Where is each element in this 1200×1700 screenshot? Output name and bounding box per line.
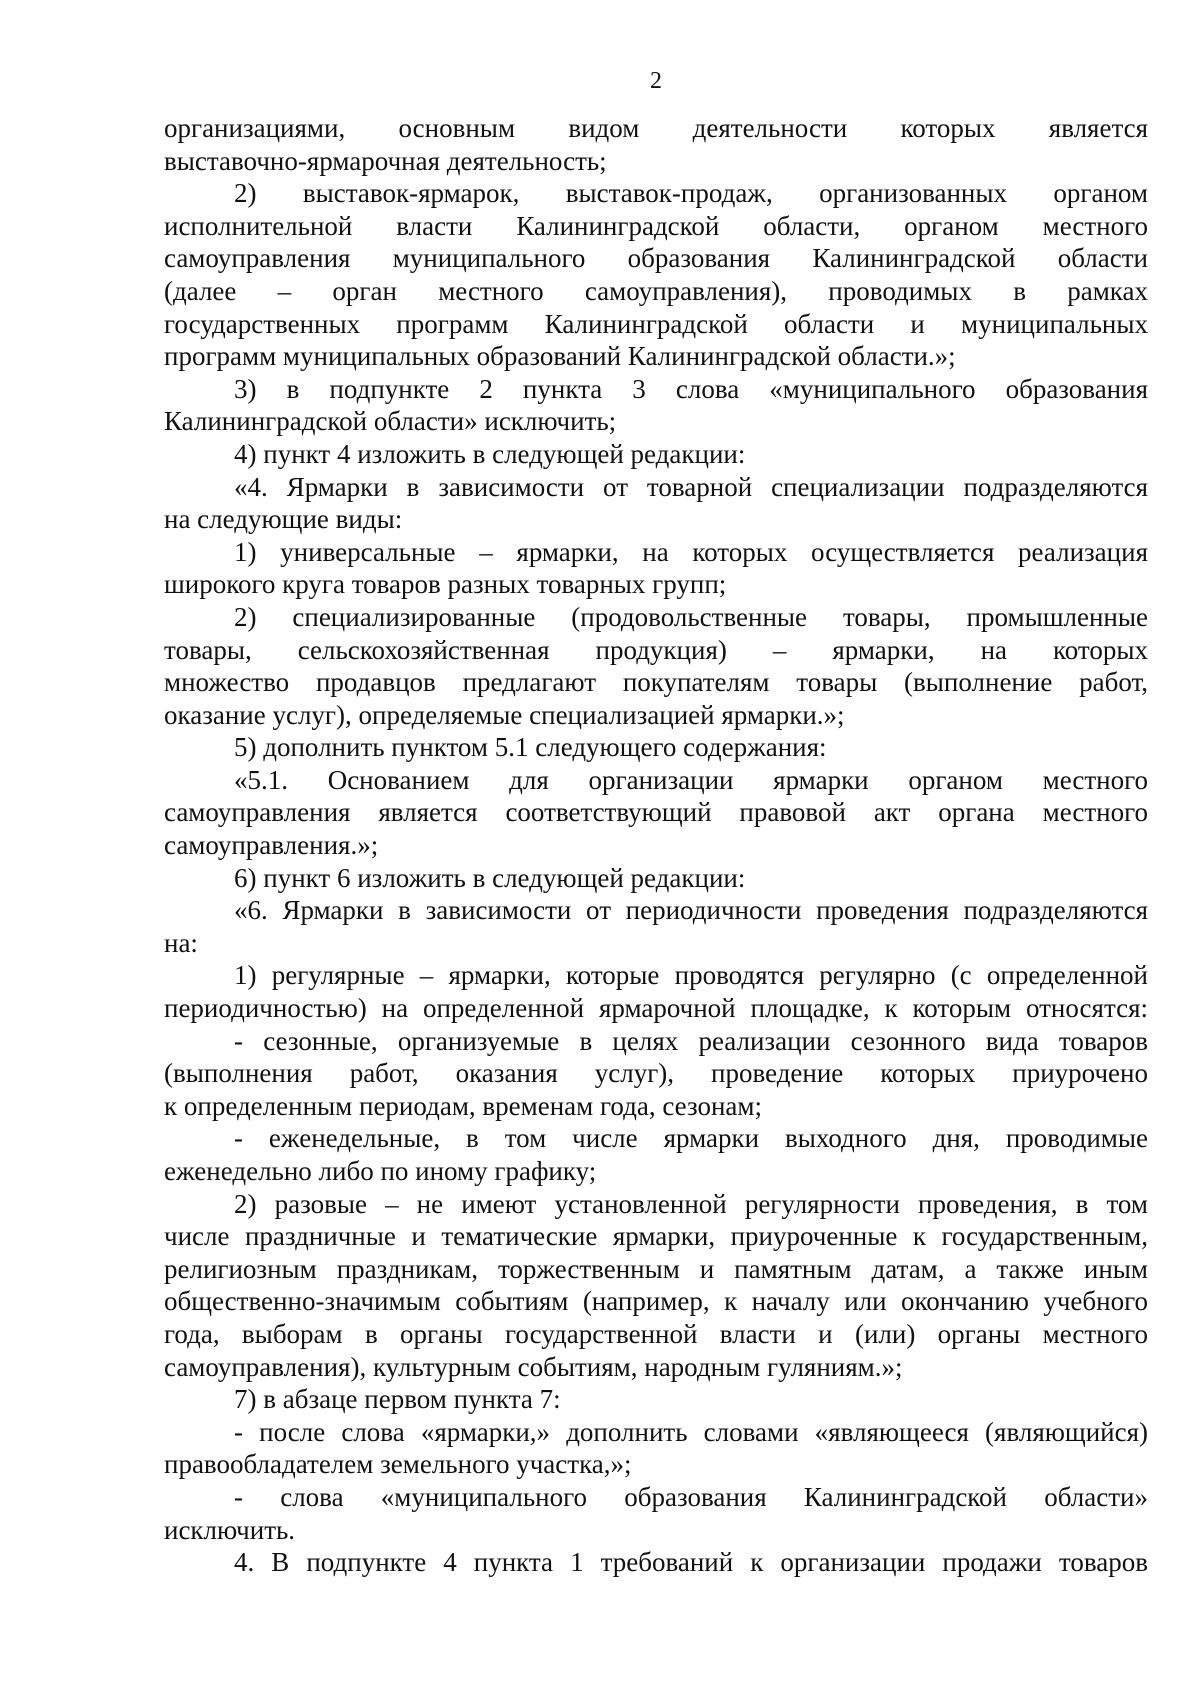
text-line: к определенным периодам, временам года, сезонам;: [164, 1090, 762, 1121]
text-line: «6. Ярмарки в зависимости от периодичности проведения подразделяются: [234, 895, 1148, 926]
text-line: широкого круга товаров разных товарных групп;: [164, 569, 727, 600]
text-line: 6) пункт 6 изложить в следующей редакции:: [234, 862, 746, 893]
text-line: 4. В подпункте 4 пункта 1 требований к организации продажи товаров: [234, 1547, 1148, 1578]
text-line: числе праздничные и тематические ярмарки, приуроченные к государственным,: [164, 1221, 1148, 1252]
text-line: организациями, основным видом деятельности которых является: [164, 113, 1148, 143]
text-line: 3) в подпункте 2 пункта 3 слова «муниципального образования: [234, 373, 1148, 404]
text-line: 1) универсальные – ярмарки, на которых осуществляется реализация: [234, 536, 1148, 567]
text-line: (выполнения работ, оказания услуг), проведение которых приурочено: [164, 1058, 1148, 1089]
text-line: года, выборам в органы государственной власти и (или) органы местного: [164, 1318, 1148, 1349]
page-number: 2: [650, 68, 662, 94]
text-line: исключить.: [164, 1514, 296, 1545]
text-line: самоуправления), культурным событиям, народным гуляниям.»;: [164, 1351, 903, 1382]
text-line: религиозным праздникам, торжественным и памятным датам, а также иным: [164, 1253, 1148, 1284]
text-line: 2) разовые – не имеют установленной регулярности проведения, в том: [234, 1188, 1148, 1219]
text-line: еженедельно либо по иному графику;: [164, 1156, 597, 1186]
text-line: «5.1. Основанием для организации ярмарки органом местного: [234, 764, 1148, 795]
text-line: 7) в абзаце первом пункта 7:: [234, 1384, 561, 1415]
text-line: Калининградской области» исключить;: [164, 406, 617, 437]
text-line: 4) пункт 4 изложить в следующей редакции:: [234, 438, 746, 469]
text-line: - сезонные, организуемые в целях реализации сезонного вида товаров: [234, 1025, 1148, 1056]
text-line: - еженедельные, в том числе ярмарки выходного дня, проводимые: [234, 1123, 1148, 1154]
text-line: товары, сельскохозяйственная продукция) – ярмарки, на которых: [164, 634, 1148, 665]
text-line: - слова «муниципального образования Калининградской области»: [234, 1481, 1148, 1512]
text-line: оказание услуг), определяемые специализацией ярмарки.»;: [164, 699, 845, 730]
text-line: выставочно-ярмарочная деятельность;: [164, 145, 607, 176]
text-line: 5) дополнить пунктом 5.1 следующего содержания:: [234, 732, 827, 763]
text-line: «4. Ярмарки в зависимости от товарной специализации подразделяются: [234, 471, 1148, 502]
text-line: на:: [164, 927, 198, 958]
text-line: периодичностью) на определенной ярмарочной площадке, к которым относятся:: [164, 993, 1148, 1024]
text-line: общественно-значимым событиям (например, к началу или окончанию учебного: [164, 1286, 1148, 1317]
text-line: правообладателем земельного участка,»;: [164, 1449, 632, 1480]
text-line: 1) регулярные – ярмарки, которые проводятся регулярно (с определенной: [234, 960, 1148, 991]
text-line: государственных программ Калининградской области и муниципальных: [164, 308, 1148, 339]
text-line: исполнительной власти Калининградской области, органом местного: [164, 210, 1148, 241]
text-line: самоуправления муниципального образования Калининградской области: [164, 243, 1148, 274]
text-line: множество продавцов предлагают покупателям товары (выполнение работ,: [164, 667, 1148, 698]
text-line: программ муниципальных образований Калининградской области.»;: [164, 341, 956, 372]
text-line: (далее – орган местного самоуправления), проводимых в рамках: [164, 275, 1148, 306]
text-line: самоуправления является соответствующий правовой акт органа местного: [164, 797, 1148, 828]
document-body: [164, 112, 1148, 1579]
text-line: самоуправления.»;: [164, 830, 379, 861]
text-line: 2) специализированные (продовольственные товары, промышленные: [234, 601, 1148, 632]
text-line: 2) выставок-ярмарок, выставок-продаж, организованных органом: [234, 178, 1148, 209]
text-line: - после слова «ярмарки,» дополнить словами «являющееся (являющийся): [234, 1416, 1148, 1447]
text-line: на следующие виды:: [164, 504, 403, 535]
